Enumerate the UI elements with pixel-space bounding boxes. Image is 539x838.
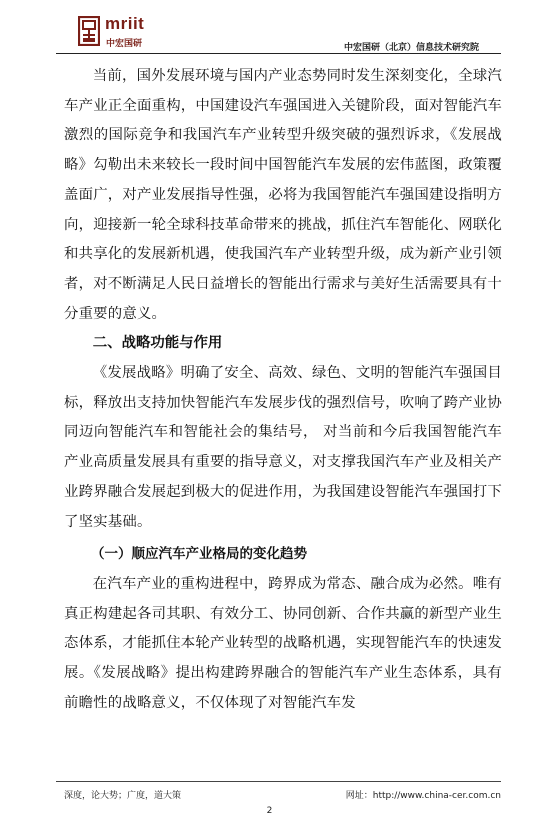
logo [78, 14, 178, 50]
paragraph-industry-restructuring: 在汽车产业的重构进程中，跨界成为常态、融合成为必然。唯有真正构建起各司其职、有效分工、协同创新、合作共赢的新型产业生态体系，才能抓住本轮产业转型的战略机遇，实现智能汽车的快速发展。《发展战略》提出构建跨界融合的智能汽车产业生态体系，具有前瞻性的战略意义，不仅体现了对智能汽车发 [64, 575, 502, 711]
logo-subtext: 中宏国研 [106, 39, 143, 49]
section-heading: 二、战略功能与作用 [92, 335, 223, 352]
logo-mark-icon [78, 16, 100, 46]
document-body [64, 62, 502, 718]
organization-name: 中宏国研（北京）信息技术研究院 [343, 43, 479, 53]
footer-slogan: 深度，论大势；广度，道大策 [64, 791, 182, 801]
page-header [0, 0, 539, 56]
footer-divider [56, 781, 501, 782]
logo-text: mriit [105, 14, 145, 33]
subsection-heading: （一）顺应汽车产业格局的变化趋势 [91, 546, 307, 563]
paragraph-strategy-role: 《发展战略》明确了安全、高效、绿色、文明的智能汽车强国目标，释放出支持加快智能汽车发展步伐的强烈信号，吹响了跨产业协同迈向智能汽车和智能社会的集结号， 对当前和今后我国智能汽车产业高质量发展具有重要的指导意义，对支撑我国汽车产业及相关产业跨界融合发展起到极大的促进作用，为我国建设智能汽车强国打下了坚实基础。 [64, 365, 502, 530]
page-number: 2 [266, 806, 273, 816]
header-divider [56, 53, 501, 54]
paragraph-context: 当前，国外发展环境与国内产业态势同时发生深刻变化，全球汽车产业正全面重构，中国建设汽车强国进入关键阶段，面对智能汽车激烈的国际竞争和我国汽车产业转型升级突破的强烈诉求，《发展战略》勾勒出未来较长一段时间中国智能汽车发展的宏伟蓝图，政策覆盖面广，对产业发展指导性强，必将为我国智能汽车强国建设指明方向，迎接新一轮全球科技革命带来的挑战，抓住汽车智能化、网联化和共享化的发展新机遇，使我国汽车产业转型升级，成为新产业引领者，对不断满足人民日益增长的智能出行需求与美好生活需要具有十分重要的意义。 [64, 68, 502, 322]
footer-website: 网址：http://www.china-cer.com.cn [345, 791, 501, 801]
